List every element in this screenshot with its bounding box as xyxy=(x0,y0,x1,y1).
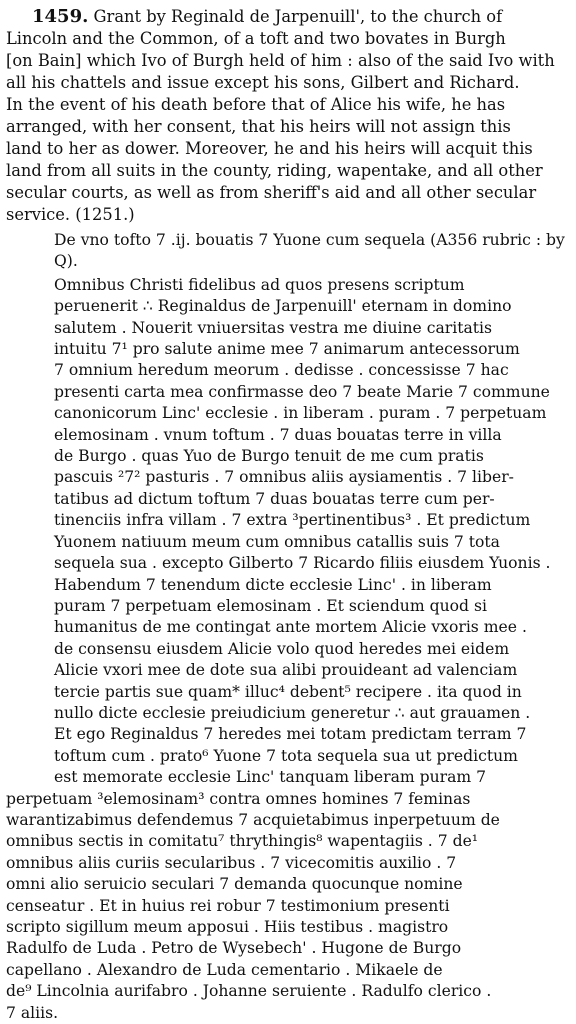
entry-line: land from all suits in the county, riding, wapentake, and all other xyxy=(6,161,543,180)
rubric-line: rubric : by Q). xyxy=(54,231,565,271)
charter-line: omnibus sectis in comitatu⁷ thrythingis⁸ wapentagiis . 7 de¹ xyxy=(6,832,479,851)
entry-line: In the event of his death before that of Alice his wife, he has xyxy=(6,95,506,114)
charter-line: intuitu 7¹ pro salute anime mee 7 animarum antecessorum xyxy=(54,340,520,359)
charter-line: omnibus aliis curiis secularibus . 7 vicecomitis auxilio . 7 xyxy=(6,853,457,872)
charter-line: elemosinam . vnum toftum . 7 duas bouatas terre in villa xyxy=(54,425,502,444)
charter-line: pascuis ²7² pasturis . 7 omnibus aliis aysiamentis . 7 liber- xyxy=(54,468,514,487)
charter-line: Et ego Reginaldus 7 heredes mei totam predictam terram 7 xyxy=(54,725,527,744)
charter-line: peruenerit ∴ Reginaldus de Jarpenuill' eternam in domino xyxy=(54,297,512,316)
charter-line: Omnibus Christi fidelibus ad quos presens scriptum xyxy=(54,275,465,294)
entry-line: Lincoln and the Common, of a toft and two bovates in Burgh xyxy=(6,29,506,48)
charter-line: censeatur . Et in huius rei robur 7 testimonium presenti xyxy=(6,896,450,915)
entry-line: Grant by Reginald de Jarpenuill', to the church of xyxy=(88,7,503,26)
entry-line: all his chattels and issue except his sons, Gilbert and Richard. xyxy=(6,73,520,92)
charter-line: omni alio seruicio seculari 7 demanda quocunque nomine xyxy=(6,875,463,894)
charter-line: 7 omnium heredum meorum . dedisse . concessisse 7 hac xyxy=(54,361,509,380)
charter-line: tinenciis infra villam . 7 extra ³pertinentibus³ . Et predictum xyxy=(54,511,531,530)
entry-line: service. (1251.) xyxy=(6,205,135,224)
charter-line: puram 7 perpetuam elemosinam . Et sciendum quod si xyxy=(54,596,487,615)
charter-line: nullo dicte ecclesie preiudicium generetur ∴ aut grauamen . xyxy=(54,703,531,722)
charter-line: Yuonem natiuum meum cum omnibus catallis suis 7 tota xyxy=(54,532,500,551)
charter-line: scripto sigillum meum apposui . Hiis testibus . magistro xyxy=(6,918,449,936)
charter-line: Alicie vxori mee de dote sua alibi prouideant ad valenciam xyxy=(54,661,518,680)
charter-line: Radulfo de Luda . Petro de Wysebech' . Hugone de Burgo xyxy=(6,939,462,958)
charter-line: de⁹ Lincolnia aurifabro . Johanne seruiente . Radulfo clerico . xyxy=(6,982,492,1001)
charter-line: Habendum 7 tenendum dicte ecclesie Linc' . in liberam xyxy=(54,575,492,594)
charter-line: de consensu eiusdem Alicie volo quod heredes mei eidem xyxy=(54,639,510,658)
charter-line: est memorate ecclesie Linc' tanquam liberam puram 7 xyxy=(54,768,487,787)
entry-line: arranged, with her consent, that his heirs will not assign this xyxy=(6,117,511,136)
charter-line: perpetuam ³elemosinam³ contra omnes homines 7 feminas xyxy=(6,789,471,808)
charter-line: salutem . Nouerit vniuersitas vestra me diuine caritatis xyxy=(54,318,493,337)
charter-line: tercie partis sue quam* illuc⁴ debent⁵ recipere . ita quod in xyxy=(54,682,522,701)
entry-number: 1459. xyxy=(32,6,89,27)
charter-line: 7 aliis. xyxy=(6,1003,59,1022)
charter-line: warantizabimus defendemus 7 acquietabimus inperpetuum de xyxy=(6,810,500,829)
entry-line: [on Bain] which Ivo of Burgh held of him : also of the said Ivo with xyxy=(6,51,555,70)
charter-line: tatibus ad dictum toftum 7 duas bouatas terre cum per- xyxy=(54,489,495,508)
rubric-line: De vno tofto 7 .ij. bouatis 7 Yuone cum sequela (A356 xyxy=(54,231,478,249)
entry-line: land to her as dower. Moreover, he and his heirs will acquit this xyxy=(6,139,533,158)
charter-line: humanitus de me contingat ante mortem Alicie vxoris mee . xyxy=(54,618,527,637)
charter-text xyxy=(6,275,568,1024)
entry-summary xyxy=(6,6,568,226)
charter-line: sequela sua . excepto Gilberto 7 Ricardo filiis eiusdem Yuonis . xyxy=(54,554,551,573)
charter-line: canonicorum Linc' ecclesie . in liberam . puram . 7 perpetuam xyxy=(54,404,547,423)
charter-line: toftum cum . prato⁶ Yuone 7 tota sequela sua ut predictum xyxy=(54,746,518,765)
entry-line: secular courts, as well as from sheriff's aid and all other secular xyxy=(6,183,537,202)
charter-line: presenti carta mea confirmasse deo 7 beate Marie 7 commune xyxy=(54,382,550,401)
rubric xyxy=(6,230,568,273)
charter-line: de Burgo . quas Yuo de Burgo tenuit de me cum pratis xyxy=(54,447,484,466)
entry-first-line xyxy=(6,6,568,28)
charter-line: capellano . Alexandro de Luda cementario . Mikaele de xyxy=(6,960,443,979)
